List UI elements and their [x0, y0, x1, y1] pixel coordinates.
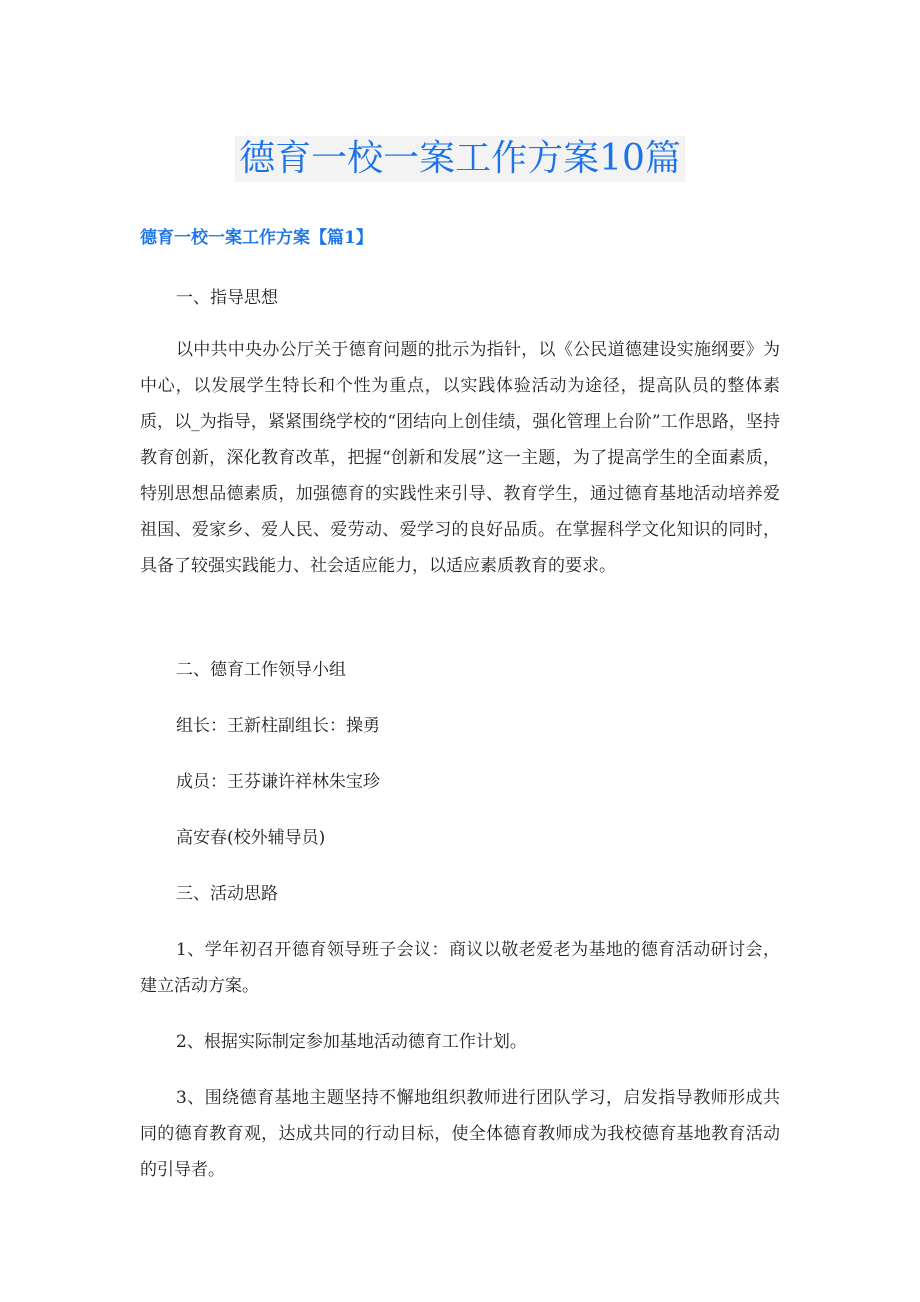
paragraph-group-members: 成员：王芬谦许祥林朱宝珍 [176, 772, 380, 792]
paragraph-item-3: 3、围绕德育基地主题坚持不懈地组织教师进行团队学习，启发指导教师形成共同的德育教育观，达成共同的行动目标，使全体德育教师成为我校德育基地教育活动的引导者。 [140, 1088, 780, 1180]
paragraph-activity-approach-heading: 三、活动思路 [176, 884, 278, 904]
paragraph-guiding-ideology-heading: 一、指导思想 [176, 288, 278, 308]
paragraph-guiding-ideology-body: 以中共中央办公厅关于德育问题的批示为指针，以《公民道德建设实施纲要》为中心，以发展学生特长和个性为重点，以实践体验活动为途径，提高队员的整体素质，以_为指导，紧紧围绕学校的“团结向上创佳绩，强化管理上台阶”工作思路，坚持教育创新，深化教育改革，把握“创新和发展”这一主题，为了提高学生的全面素质，特别思想品德素质，加强德育的实践性来引导、教育学生，通过德育基地活动培养爱祖国、爱家乡、爱人民、爱劳动、爱学习的良好品质。在掌握科学文化知识的同时，具备了较强实践能力、社会适应能力，以适应素质教育的要求。 [140, 340, 780, 576]
document-title-wrap [0, 136, 920, 182]
paragraph-leadership-group-heading: 二、德育工作领导小组 [176, 660, 346, 680]
section-heading: 德育一校一案工作方案【篇1】 [140, 228, 373, 248]
paragraph-group-leader: 组长：王新柱副组长：操勇 [176, 716, 380, 736]
paragraph-external-advisor: 高安春(校外辅导员) [176, 828, 326, 848]
document-title: 德育一校一案工作方案10篇 [235, 136, 685, 182]
paragraph-item-1: 1、学年初召开德育领导班子会议：商议以敬老爱老为基地的德育活动研讨会，建立活动方案。 [140, 940, 780, 996]
paragraph-item-2: 2、根据实际制定参加基地活动德育工作计划。 [176, 1032, 527, 1052]
